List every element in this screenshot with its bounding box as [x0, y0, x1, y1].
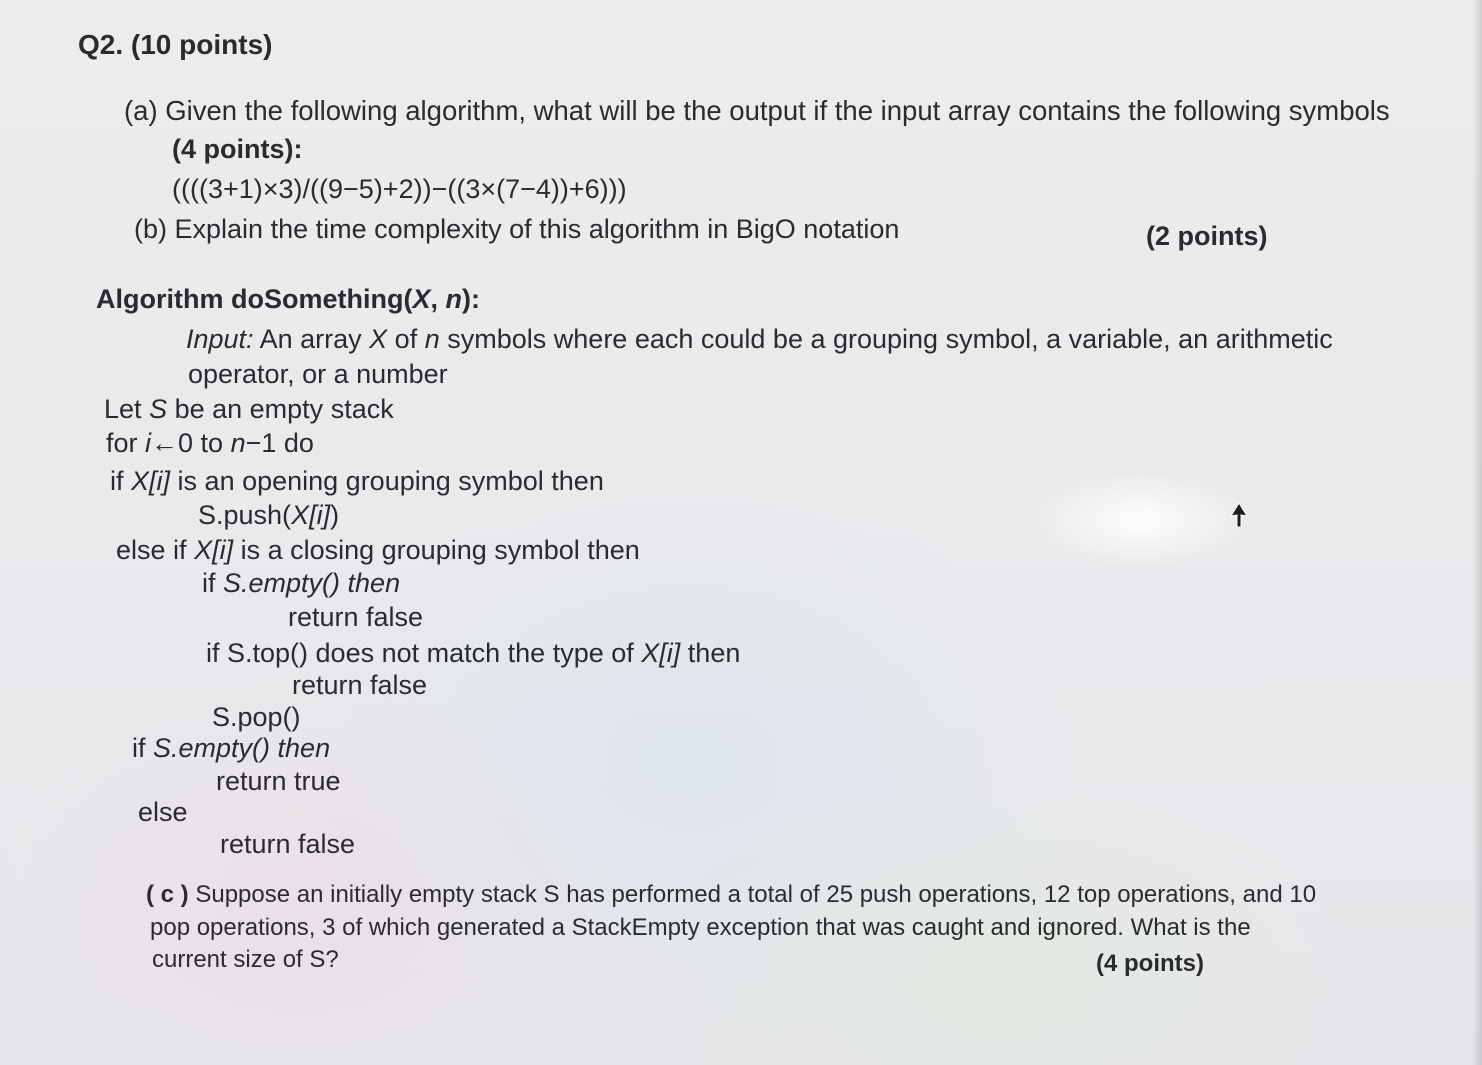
code-for: [106, 426, 314, 460]
code-push-x: X[i]: [291, 500, 331, 530]
code-elseif-x: X[i]: [194, 535, 234, 565]
input-x: X: [369, 324, 388, 354]
code-return-false-2: return false: [292, 670, 428, 700]
code-elseif-a: else if: [116, 535, 187, 565]
part-c-line3: current size of S?: [152, 946, 339, 973]
part-c-line2: pop operations, 3 of which generated a StackEmpty exception that was caught and ignored. What is the: [150, 914, 1251, 941]
code-else: else: [138, 797, 188, 827]
code-if-empty-2: [132, 731, 330, 765]
part-b-question: [134, 212, 899, 246]
part-a-points: (4 points):: [172, 134, 303, 164]
algorithm-input-line2: operator, or a number: [188, 359, 448, 389]
code-push-b: ): [330, 500, 340, 530]
code-push: [198, 498, 339, 532]
part-b-points: (2 points): [1146, 221, 1268, 251]
code-return-false-1: return false: [288, 602, 424, 632]
mouse-pointer-icon: [1230, 502, 1248, 528]
part-b-label: (b): [134, 214, 167, 244]
code-if-empty2-b: S.empty() then: [153, 733, 331, 763]
code-if-open: [110, 464, 604, 498]
algorithm-title-x: X: [412, 284, 431, 314]
code-for-i: i: [145, 428, 152, 458]
input-label: Input:: [186, 324, 254, 354]
code-if-empty2-a: if: [132, 733, 146, 763]
code-if-top-x: X[i]: [641, 638, 681, 668]
code-elseif-b: is a closing grouping symbol then: [240, 535, 640, 565]
part-a-question: [124, 94, 1390, 128]
code-if-empty-1: [202, 566, 400, 600]
code-if-open-x: X[i]: [131, 466, 171, 496]
input-text-1: An array: [259, 324, 362, 354]
code-return-false-3: return false: [220, 829, 356, 859]
part-a-label: (a): [124, 95, 158, 126]
code-let-b: be an empty stack: [174, 394, 394, 424]
algorithm-title-prefix: Algorithm doSomething(: [96, 284, 413, 314]
part-a-text: Given the following algorithm, what will be the output if the input array contains the following symbols: [165, 95, 1390, 126]
part-c-label: ( c ): [146, 881, 189, 908]
algorithm-title-sep: ,: [430, 284, 446, 314]
code-for-n: n: [230, 428, 246, 458]
code-let-s: S: [149, 394, 168, 424]
code-return-true: return true: [216, 766, 341, 796]
input-n: n: [424, 324, 440, 354]
code-if-top-b: S.top() does not match the type of: [227, 638, 634, 668]
code-else-if: [116, 533, 640, 567]
code-pop: S.pop(): [212, 702, 301, 732]
code-for-b: ←0 to: [151, 428, 224, 458]
code-let: [104, 392, 394, 426]
code-if-top: [206, 636, 740, 670]
code-if-top-c: then: [687, 638, 741, 668]
page-edge-shadow: [1472, 0, 1482, 1065]
code-if-open-b: is an opening grouping symbol then: [177, 466, 604, 496]
code-push-a: S.push(: [198, 500, 292, 530]
code-let-a: Let: [104, 394, 142, 424]
input-text-3: symbols where each could be a grouping symbol, a variable, an arithmetic: [447, 324, 1333, 354]
code-for-a: for: [106, 428, 138, 458]
input-text-2: of: [394, 324, 418, 354]
part-c-line1: [146, 880, 1316, 910]
part-b-text: Explain the time complexity of this algorithm in BigO notation: [174, 214, 900, 244]
algorithm-title: [96, 282, 480, 316]
code-for-c: −1 do: [245, 428, 314, 458]
part-c-points: (4 points): [1096, 950, 1204, 977]
code-if-empty1-b: S.empty() then: [223, 568, 401, 598]
algorithm-title-n: n: [445, 284, 462, 314]
algorithm-input-line1: [186, 322, 1333, 356]
code-if-top-a: if: [206, 638, 220, 668]
part-c-text-1: Suppose an initially empty stack S has performed a total of 25 push operations, 12 top operations, and 10: [195, 881, 1317, 908]
algorithm-title-suffix: ):: [462, 284, 480, 314]
code-if-empty1-a: if: [202, 568, 216, 598]
question-header: Q2. (10 points): [78, 29, 273, 60]
part-a-expression: ((((3+1)×3)/((9−5)+2))−((3×(7−4))+6))): [172, 174, 627, 204]
code-if-open-a: if: [110, 466, 124, 496]
